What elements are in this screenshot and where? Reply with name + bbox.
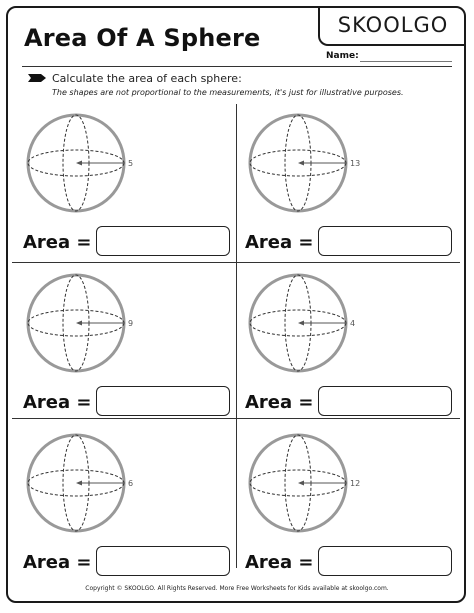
area-label: Area = xyxy=(23,232,92,253)
problem-cell xyxy=(228,428,452,582)
area-label: Area = xyxy=(245,232,314,253)
name-field-line[interactable] xyxy=(360,61,452,62)
radius-label: 9 xyxy=(128,319,134,328)
sphere-diagram xyxy=(26,433,134,533)
instruction-text: Calculate the area of each sphere: xyxy=(52,72,242,85)
problem-cell xyxy=(6,268,230,422)
grid-row-divider xyxy=(12,262,460,263)
area-label: Area = xyxy=(245,392,314,413)
note-text: The shapes are not proportional to the measurements, it's just for illustrative purposes. xyxy=(52,88,404,97)
problem-cell xyxy=(228,108,452,262)
area-label: Area = xyxy=(23,552,92,573)
area-answer-box[interactable] xyxy=(96,386,230,416)
problem-cell xyxy=(228,268,452,422)
radius-label: 12 xyxy=(350,479,361,488)
area-answer-box[interactable] xyxy=(96,546,230,576)
area-label: Area = xyxy=(245,552,314,573)
page-title: Area Of A Sphere xyxy=(24,24,261,52)
area-answer-box[interactable] xyxy=(318,386,452,416)
area-answer-box[interactable] xyxy=(318,226,452,256)
radius-label: 6 xyxy=(128,479,134,488)
sphere-diagram xyxy=(26,273,134,373)
name-label: Name: xyxy=(326,51,359,61)
radius-label: 5 xyxy=(128,159,134,168)
area-label: Area = xyxy=(23,392,92,413)
sphere-diagram xyxy=(248,273,356,373)
brand-logo-text: SKOOLGO xyxy=(337,13,449,37)
radius-label: 4 xyxy=(350,319,356,328)
header-divider xyxy=(22,66,452,67)
problem-cell xyxy=(6,428,230,582)
radius-label: 13 xyxy=(350,159,361,168)
brand-logo xyxy=(318,6,466,46)
problem-cell xyxy=(6,108,230,262)
area-answer-box[interactable] xyxy=(96,226,230,256)
sphere-diagram xyxy=(248,433,361,533)
copyright-footer: Copyright © SKOOLGO. All Rights Reserved. More Free Worksheets for Kids available at skoolgo.com. xyxy=(85,585,389,592)
sphere-diagram xyxy=(26,113,134,213)
area-answer-box[interactable] xyxy=(318,546,452,576)
sphere-diagram xyxy=(248,113,361,213)
arrow-tag-icon xyxy=(28,74,46,82)
